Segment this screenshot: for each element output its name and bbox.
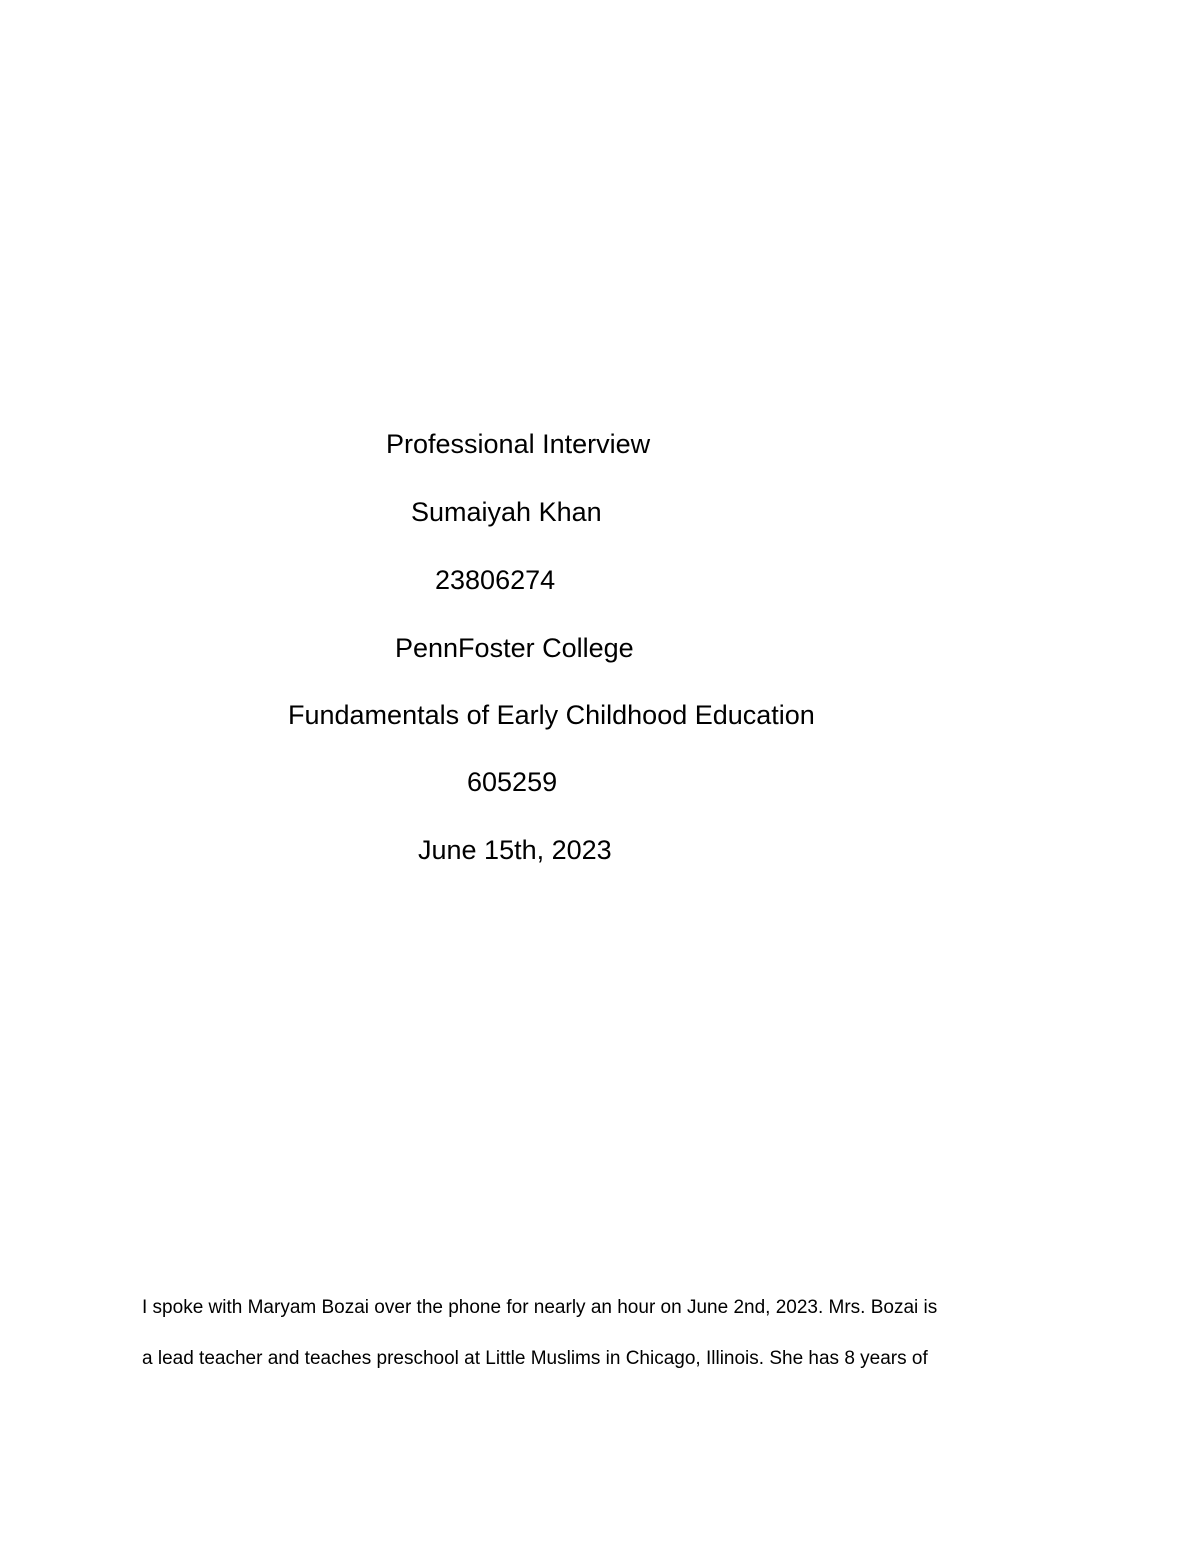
paper-title: Professional Interview xyxy=(386,429,651,459)
institution-name: PennFoster College xyxy=(395,633,634,663)
author-name: Sumaiyah Khan xyxy=(411,497,602,527)
body-text-line: I spoke with Maryam Bozai over the phone for nearly an hour on June 2nd, 2023. Mrs. Bozai is xyxy=(142,1297,938,1318)
course-code: 605259 xyxy=(467,767,558,797)
body-text-line: a lead teacher and teaches preschool at Little Muslims in Chicago, Illinois. She has 8 years of xyxy=(142,1348,928,1369)
course-name: Fundamentals of Early Childhood Education xyxy=(288,700,815,730)
submission-date: June 15th, 2023 xyxy=(418,835,612,865)
student-id: 23806274 xyxy=(435,565,556,595)
